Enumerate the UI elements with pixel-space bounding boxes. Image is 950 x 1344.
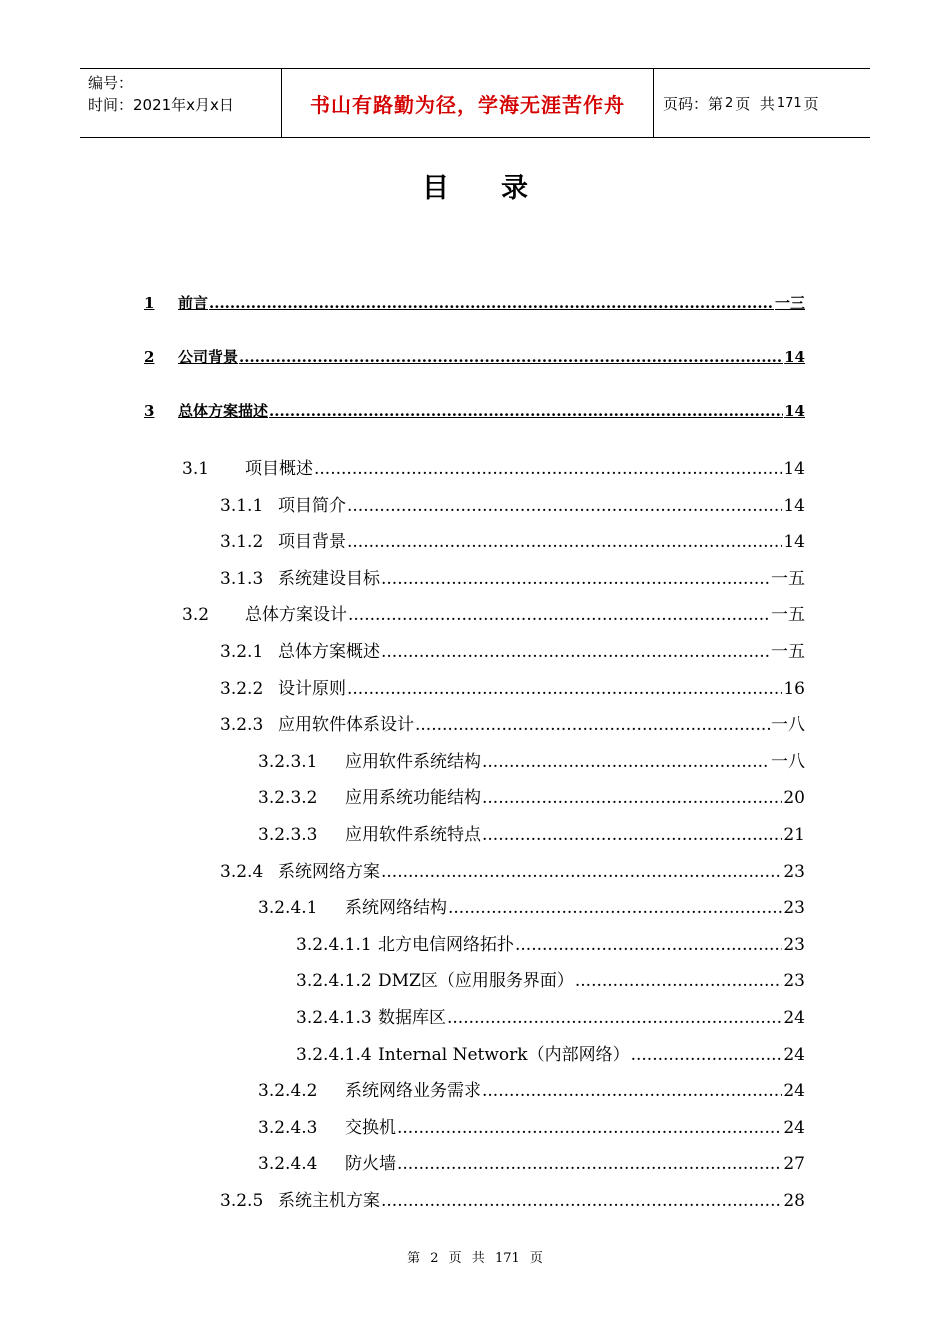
toc-entry-page: 一五 — [771, 642, 805, 662]
toc-entry-number: 3.2.3.2 — [258, 788, 318, 809]
page-number: 2 — [725, 95, 734, 111]
toc-entry-number: 3.2.3.1 — [258, 751, 318, 772]
toc-leader-dots — [482, 752, 770, 772]
toc-entry-page: 23 — [783, 898, 805, 919]
toc-entry-number: 3.2.4.3 — [258, 1117, 318, 1138]
toc-entry-page: 16 — [783, 678, 805, 699]
toc-entry-number: 3.1.3 — [220, 568, 264, 589]
toc-leader-dots — [209, 294, 774, 312]
toc-entry-page: 一三 — [774, 294, 805, 312]
toc-entry[interactable] — [258, 893, 805, 918]
page-suffix: 页 — [803, 94, 819, 113]
toc-entry-title: 项目简介 — [278, 495, 346, 516]
toc-leader-dots — [381, 1191, 782, 1211]
toc-entry[interactable] — [296, 930, 805, 955]
toc-entry-page: 24 — [783, 1044, 805, 1065]
toc-entry-title: 应用软件系统结构 — [345, 751, 481, 772]
toc-entry[interactable] — [144, 400, 805, 421]
header-meta — [80, 69, 282, 137]
page-header — [80, 68, 870, 138]
footer-prefix: 第 — [407, 1251, 421, 1266]
toc-leader-dots — [447, 1008, 782, 1028]
toc-entry-title: 应用系统功能结构 — [345, 788, 481, 809]
toc-entry-title: 项目概述 — [245, 459, 313, 479]
toc-entry[interactable] — [258, 783, 805, 808]
toc-entry-page: 一八 — [771, 751, 805, 772]
toc-entry-page: 一五 — [771, 568, 805, 589]
time-label: 时间：2021年x月x日 — [88, 96, 234, 114]
toc-entry[interactable] — [258, 747, 805, 772]
header-motto: 书山有路勤为径，学海无涯苦作舟 — [282, 69, 654, 137]
toc-entry-title: Internal Network（内部网络） — [378, 1044, 630, 1065]
toc-entry-page: 28 — [783, 1191, 805, 1211]
page-mid: 页 共 — [735, 94, 775, 113]
toc-entry-number: 3.2.4.1.4 — [296, 1044, 372, 1065]
toc-title: 目录 — [422, 173, 580, 204]
toc-entry-number: 3.2.1 — [220, 642, 264, 662]
toc-leader-dots — [482, 788, 782, 808]
toc-entry-number: 3.2.4 — [220, 861, 264, 882]
toc-entry-page: 23 — [783, 934, 805, 955]
toc-leader-dots — [397, 1118, 782, 1138]
toc-entry[interactable] — [296, 1003, 805, 1028]
toc-leader-dots — [515, 935, 782, 955]
toc-entry-title: 交换机 — [345, 1117, 396, 1138]
toc-entry[interactable] — [220, 857, 805, 882]
toc-entry-number: 1 — [144, 294, 155, 312]
toc-entry-title: 前言 — [178, 294, 209, 312]
toc-entry-number: 3.2.4.4 — [258, 1154, 318, 1175]
toc-entry-number: 3.2.3.3 — [258, 825, 318, 845]
footer-page-number: 2 — [430, 1251, 439, 1266]
toc-entry[interactable] — [296, 966, 805, 991]
toc-leader-dots — [269, 402, 783, 420]
toc-entry-page: 14 — [783, 532, 805, 553]
toc-entry-page: 24 — [783, 1081, 805, 1102]
toc-entry-number: 3.2.5 — [220, 1191, 264, 1211]
toc-entry-title: 项目背景 — [278, 532, 346, 553]
toc-entry-title: 总体方案概述 — [278, 642, 380, 662]
toc-entry-title: 系统网络方案 — [278, 861, 380, 882]
toc-entry-number: 3.2.3 — [220, 715, 264, 736]
toc-leader-dots — [381, 569, 770, 589]
toc-entry[interactable] — [220, 527, 805, 552]
toc-leader-dots — [448, 898, 782, 918]
toc-entry-number: 3.2.4.1.2 — [296, 971, 372, 992]
footer-total: 171 — [494, 1251, 520, 1266]
toc-entry-title: 设计原则 — [278, 678, 346, 699]
toc-entry-title: 系统网络业务需求 — [345, 1081, 481, 1102]
toc-leader-dots — [348, 605, 770, 625]
toc-entry-page: 21 — [783, 825, 805, 845]
toc-entry[interactable] — [182, 454, 805, 479]
toc-entry-number: 3.1.1 — [220, 495, 264, 516]
toc-entry[interactable] — [220, 637, 805, 662]
toc-leader-dots — [415, 715, 770, 735]
toc-leader-dots — [239, 348, 783, 366]
page-footer — [0, 1247, 950, 1266]
toc-entry[interactable] — [258, 1076, 805, 1101]
toc-leader-dots — [381, 642, 770, 662]
toc-entry-page: 24 — [783, 1117, 805, 1138]
toc-entry-number: 3.2.4.1.3 — [296, 1008, 372, 1028]
toc-entry-page: 一八 — [771, 715, 805, 736]
toc-entry-title: 防火墙 — [345, 1154, 396, 1175]
toc-entry[interactable] — [144, 346, 805, 367]
page-prefix: 页码：第 — [663, 94, 724, 113]
toc-entry-page: 24 — [783, 1008, 805, 1028]
toc-entry-number: 3.2.2 — [220, 678, 264, 699]
toc-entry-number: 3.2.4.1.1 — [296, 934, 372, 955]
toc-leader-dots — [631, 1045, 783, 1065]
toc-entry-title: 应用软件系统特点 — [345, 825, 481, 845]
footer-mid: 页 共 — [448, 1251, 485, 1266]
toc-leader-dots — [575, 971, 783, 991]
toc-entry-number: 3.2 — [182, 605, 210, 626]
header-page-info — [654, 69, 870, 137]
toc-entry-title: 北方电信网络拓扑 — [378, 934, 514, 955]
toc-entry-page: 23 — [783, 971, 805, 992]
toc-entry-number: 3.2.4.1 — [258, 898, 318, 919]
toc-leader-dots — [381, 862, 782, 882]
toc-entry-page: 14 — [784, 402, 805, 420]
toc-entry[interactable] — [258, 1113, 805, 1138]
toc-leader-dots — [347, 679, 782, 699]
toc-leader-dots — [347, 496, 782, 516]
toc-entry[interactable] — [220, 674, 805, 699]
toc-entry[interactable] — [144, 292, 805, 313]
toc-entry-title: 数据库区 — [378, 1008, 446, 1028]
toc-leader-dots — [397, 1154, 782, 1174]
page-total: 171 — [776, 95, 802, 111]
toc-entry[interactable] — [296, 1040, 805, 1065]
toc-entry-page: 27 — [783, 1154, 805, 1175]
toc-entry-title: DMZ区（应用服务界面） — [378, 971, 574, 992]
toc-entry-title: 系统网络结构 — [345, 898, 447, 919]
toc-entry-page: 14 — [784, 348, 805, 366]
toc-entry-page: 一五 — [771, 605, 805, 626]
toc-entry-title: 总体方案描述 — [178, 402, 269, 420]
toc-entry-title: 公司背景 — [178, 348, 239, 366]
toc-entry[interactable] — [220, 491, 805, 516]
toc-entry-number: 2 — [144, 348, 155, 366]
toc-entry[interactable] — [220, 564, 805, 589]
toc-entry-number: 3 — [144, 402, 155, 420]
footer-suffix: 页 — [529, 1251, 543, 1266]
toc-entry-number: 3.2.4.2 — [258, 1081, 318, 1102]
toc-leader-dots — [314, 459, 782, 479]
toc-entry-number: 3.1.2 — [220, 532, 264, 553]
toc-entry-title: 应用软件体系设计 — [278, 715, 414, 736]
toc-leader-dots — [482, 825, 782, 845]
number-label: 编号： — [88, 74, 134, 92]
toc-entry[interactable] — [220, 1186, 805, 1211]
toc-entry[interactable] — [182, 600, 805, 625]
toc-entry-page: 20 — [783, 788, 805, 809]
toc-leader-dots — [347, 532, 782, 552]
toc-entry-number: 3.1 — [182, 459, 210, 479]
toc-entry-title: 系统建设目标 — [278, 568, 380, 589]
toc-entry[interactable] — [258, 820, 805, 845]
toc-entry-page: 23 — [783, 861, 805, 882]
toc-entry[interactable] — [220, 710, 805, 735]
toc-entry-title: 系统主机方案 — [278, 1191, 380, 1211]
toc-leader-dots — [482, 1081, 782, 1101]
toc-entry[interactable] — [258, 1149, 805, 1174]
toc-entry-title: 总体方案设计 — [245, 605, 347, 626]
toc-entry-page: 14 — [783, 459, 805, 479]
toc-entry-page: 14 — [783, 495, 805, 516]
